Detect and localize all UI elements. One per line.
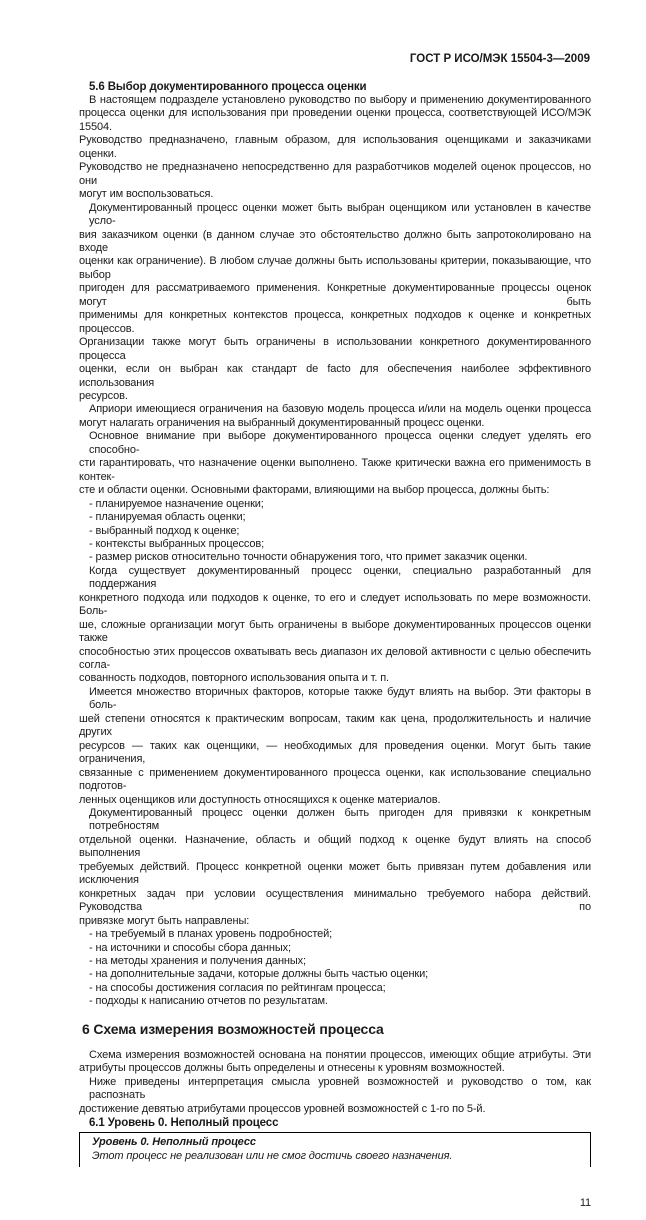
text-line: применимы для конкретных контекстов процесса, конкретных подходов к оценке и конкретных процессов. <box>79 309 591 335</box>
text-line: достижение девятью атрибутами процессов уровней возможностей с 1-го по 5-й. <box>79 1102 486 1115</box>
paragraph <box>79 1049 591 1076</box>
paragraph <box>79 202 591 404</box>
text-line: требуемых действий. Процесс конкретной оценки может быть привязан путем добавления или исключения <box>79 860 591 887</box>
text-line: Организации также могут быть ограничены в использовании конкретного документированного процесса <box>79 336 591 362</box>
list-item: - на требуемый в планах уровень подробностей; <box>89 928 333 941</box>
text-line: пригоден для рассматриваемого применения. Конкретные документированные процессы оценок могут быть <box>79 282 591 308</box>
paragraph <box>79 807 591 928</box>
text-line: Руководство предназначено, главным образом, для использования оценщиками и заказчиками оценки. <box>79 134 591 160</box>
list-item: - на способы достижения согласия по рейтингам процесса; <box>89 981 386 994</box>
section-6-1-heading: 6.1 Уровень 0. Неполный процесс <box>89 1117 279 1130</box>
text-line: шей степени относятся к практическим вопросам, таким как цена, продолжительность и наличие других <box>79 712 591 739</box>
text-line: ресурсов — таких как оценщики, — необходимых для проведения оценки. Могут быть такие ограничения, <box>79 739 591 766</box>
paragraph <box>79 686 591 807</box>
text-line: сованность подходов, повторного использования опыта и т. п. <box>79 672 389 685</box>
text-line: могут налагать ограничения на выбранный документированный процесс оценки. <box>79 416 485 429</box>
text-line: сте и области оценки. Основными факторами, влияющими на выбор процесса, должны быть: <box>79 484 550 497</box>
page-content <box>79 80 591 1220</box>
text-line: конкретных задач при условии осуществления минимально требуемого набора действий. Руководства по <box>79 887 591 914</box>
text-line: Когда существует документированный процесс оценки, специально разработанный для поддержания <box>89 564 591 591</box>
list-item: - планируемое назначение оценки; <box>89 497 264 510</box>
text-line: Имеется множество вторичных факторов, которые также будут влиять на выбор. Эти факторы в боль- <box>89 685 591 712</box>
level-0-box <box>79 1132 591 1167</box>
text-line: привязке могут быть направлены: <box>79 914 250 927</box>
paragraph <box>79 430 591 497</box>
list-item: - выбранный подход к оценке; <box>89 524 240 537</box>
text-line: способностью этих процессов охватывать весь диапазон их деловой активности с целью обеспечить согла- <box>79 645 591 672</box>
text-line: ше, сложные организации могут быть ограничены в выборе документированных процессов оценки также <box>79 618 591 645</box>
text-line: сти гарантировать, что назначение оценки выполнено. Также критически важна его применимость в контек- <box>79 457 591 483</box>
box-text: Этот процесс не реализован или не смог достичь своего назначения. <box>92 1150 453 1163</box>
list-item: - на методы хранения и получения данных; <box>89 955 306 967</box>
text-line: вия заказчиком оценки (в данном случае это обстоятельство должно быть запротоколировано на входе <box>79 228 591 254</box>
text-line: конкретного подхода или подходов к оценке, то его и следует использовать по мере возможности. Боль- <box>79 591 591 618</box>
section-6-heading: 6 Схема измерения возможностей процесса <box>82 1020 384 1037</box>
text-line: могут им воспользоваться. <box>79 188 214 201</box>
list-item: - подходы к написанию отчетов по результатам. <box>89 995 328 1008</box>
list-item: - на источники и способы сбора данных; <box>89 941 291 954</box>
bullet-list <box>79 928 591 1009</box>
page-number: 11 <box>579 1197 591 1210</box>
text-line: ресурсов. <box>79 389 128 402</box>
list-item: - на дополнительные задачи, которые должны быть частью оценки; <box>89 968 429 981</box>
section-5-6-heading: 5.6 Выбор документированного процесса оценки <box>89 81 367 93</box>
text-line: атрибуты процессов должны быть определены и отнесены к уровням возможностей. <box>79 1062 505 1075</box>
text-line: Руководство не предназначено непосредственно для разработчиков моделей оценок процессов, но они <box>79 161 591 187</box>
document-header: ГОСТ Р ИСО/МЭК 15504-3—2009 <box>409 53 590 65</box>
bullet-list <box>79 498 591 565</box>
text-line: связанные с применением документированного процесса оценки, как использование специально подготов- <box>79 766 591 793</box>
text-line: отдельной оценки. Назначение, область и общий подход к оценке будут влиять на способ выполнения <box>79 833 591 860</box>
text-line: Основное внимание при выборе документированного процесса оценки следует уделять его способно- <box>89 430 591 456</box>
list-item: - контексты выбранных процессов; <box>89 537 265 550</box>
list-item: - планируемая область оценки; <box>89 511 246 524</box>
text-line: Априори имеющиеся ограничения на базовую модель процесса и/или на модель оценки процесса <box>89 403 591 416</box>
paragraph <box>79 94 591 202</box>
paragraph <box>79 1076 591 1116</box>
box-title: Уровень 0. Неполный процесс <box>92 1136 256 1149</box>
text-line: Документированный процесс оценки может быть выбран оценщиком или установлен в качестве усло- <box>89 201 591 228</box>
list-item: - размер рисков относительно точности обнаружения того, что примет заказчик оценки. <box>89 551 528 564</box>
paragraph <box>79 403 591 430</box>
text-line: Схема измерения возможностей основана на понятии процессов, имеющих общие атрибуты. Эти <box>89 1048 591 1061</box>
text-line: оценки, если он выбран как стандарт de facto для обеспечения наиболее эффективного использования <box>79 363 591 389</box>
text-line: оценки как ограничение). В любом случае должны быть использованы критерии, показывающие, что выбор <box>79 255 591 281</box>
text-line: Ниже приведены интерпретация смысла уровней возможностей и руководство о том, как распознать <box>89 1075 591 1102</box>
text-line: ленных оценщиков или доступность относящихся к оценке материалов. <box>79 793 441 806</box>
text-line: Документированный процесс оценки должен быть пригоден для привязки к конкретным потребностям <box>89 807 591 833</box>
text-line: процесса оценки для использования при проведении оценки процесса, соответствующей ИСО/МЭК 15504. <box>79 107 591 133</box>
paragraph <box>79 565 591 686</box>
text-line: В настоящем подразделе установлено руководство по выбору и применению документированного <box>89 94 591 106</box>
